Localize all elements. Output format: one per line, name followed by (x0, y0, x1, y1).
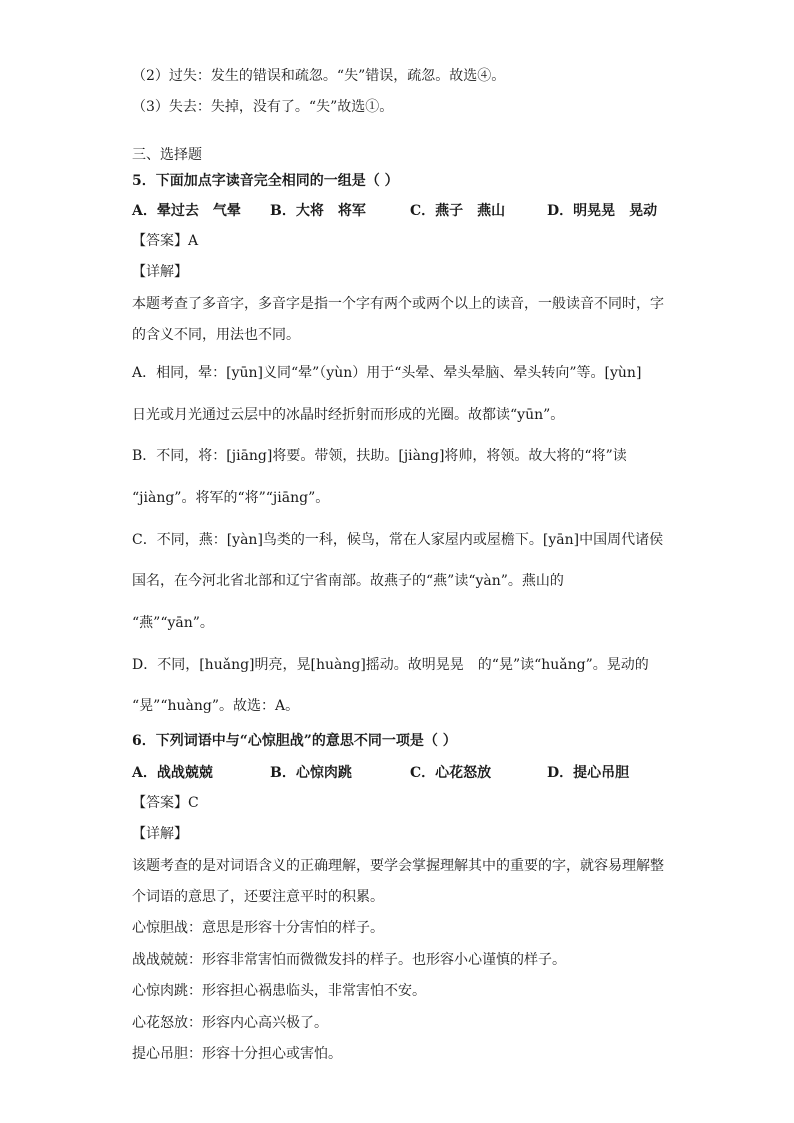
q5-detail-line: “jiàng”。将军的“将”“jiāng”。 (132, 490, 330, 506)
q5-detail-line: B．不同，将：[jiāng]将要。带领，扶助。[jiàng]将帅，将领。故大将的“将”读 (132, 448, 627, 464)
q5-detail-line: 国名，在今河北省北部和辽宁省南部。故燕子的“燕”读“yàn”。燕山的 (132, 573, 564, 589)
q6-detail-line: 心惊肉跳：形容担心祸患临头，非常害怕不安。 (132, 983, 426, 999)
q5-option-b: B．大将 将军 (270, 203, 366, 219)
q5-stem: 5．下面加点字读音完全相同的一组是（ ） (132, 173, 399, 189)
q5-detail-label: 【详解】 (132, 264, 188, 280)
q5-detail-line: “晃”“huàng”。故选：A。 (132, 698, 300, 714)
q6-detail-line: 该题考查的是对词语含义的正确理解，要学会掌握理解其中的重要的字，就容易理解整 (132, 858, 664, 874)
q5-answer: 【答案】A (132, 233, 199, 249)
q5-option-c: C．燕子 燕山 (410, 203, 506, 219)
q5-detail-line: D．不同，[huǎng]明亮，晃[huàng]摇动。故明晃晃 的“晃”读“huǎng”。晃动的 (132, 657, 649, 673)
q6-answer: 【答案】C (132, 795, 199, 811)
section-title: 三、选择题 (132, 147, 202, 163)
q5-detail-line: C．不同，燕：[yàn]鸟类的一科，候鸟，常在人家屋内或屋檐下。[yān]中国周代诸侯 (132, 532, 664, 548)
q6-detail-line: 心惊胆战：意思是形容十分害怕的样子。 (132, 920, 384, 936)
q5-detail-line: 本题考查了多音字，多音字是指一个字有两个或两个以上的读音，一般读音不同时，字 (132, 296, 664, 312)
q6-detail-line: 个词语的意思了，还要注意平时的积累。 (132, 889, 384, 905)
q5-option-d: D．明晃晃 晃动 (547, 203, 658, 219)
q5-detail-line: A．相同，晕：[yūn]义同“晕”（yùn）用于“头晕、晕头晕脑、晕头转向”等。[yùn] (132, 365, 642, 381)
q6-option-c: C．心花怒放 (410, 765, 492, 781)
q5-detail-line: 日光或月光通过云层中的冰晶时经折射而形成的光圈。故都读“yūn”。 (132, 407, 565, 423)
q6-option-a: A．战战兢兢 (132, 765, 213, 781)
q5-detail-line: 的含义不同，用法也不同。 (132, 327, 300, 343)
q5-option-a: A．晕过去 气晕 (132, 203, 241, 219)
q6-stem: 6．下列词语中与“心惊胆战”的意思不同一项是（ ） (132, 733, 457, 749)
q6-detail-line: 战战兢兢：形容非常害怕而微微发抖的样子。也形容小心谨慎的样子。 (132, 952, 566, 968)
prev-item-2: （2）过失：发生的错误和疏忽。“失”错误，疏忽。故选④。 (132, 68, 506, 84)
q6-option-d: D．提心吊胆 (547, 765, 630, 781)
q6-detail-line: 心花怒放：形容内心高兴极了。 (132, 1015, 328, 1031)
prev-item-3: （3）失去：失掉，没有了。“失”故选①。 (132, 99, 394, 115)
q6-detail-label: 【详解】 (132, 826, 188, 842)
q6-detail-line: 提心吊胆：形容十分担心或害怕。 (132, 1046, 342, 1062)
q6-option-b: B．心惊肉跳 (270, 765, 352, 781)
q5-detail-line: “燕”“yān”。 (132, 615, 214, 631)
